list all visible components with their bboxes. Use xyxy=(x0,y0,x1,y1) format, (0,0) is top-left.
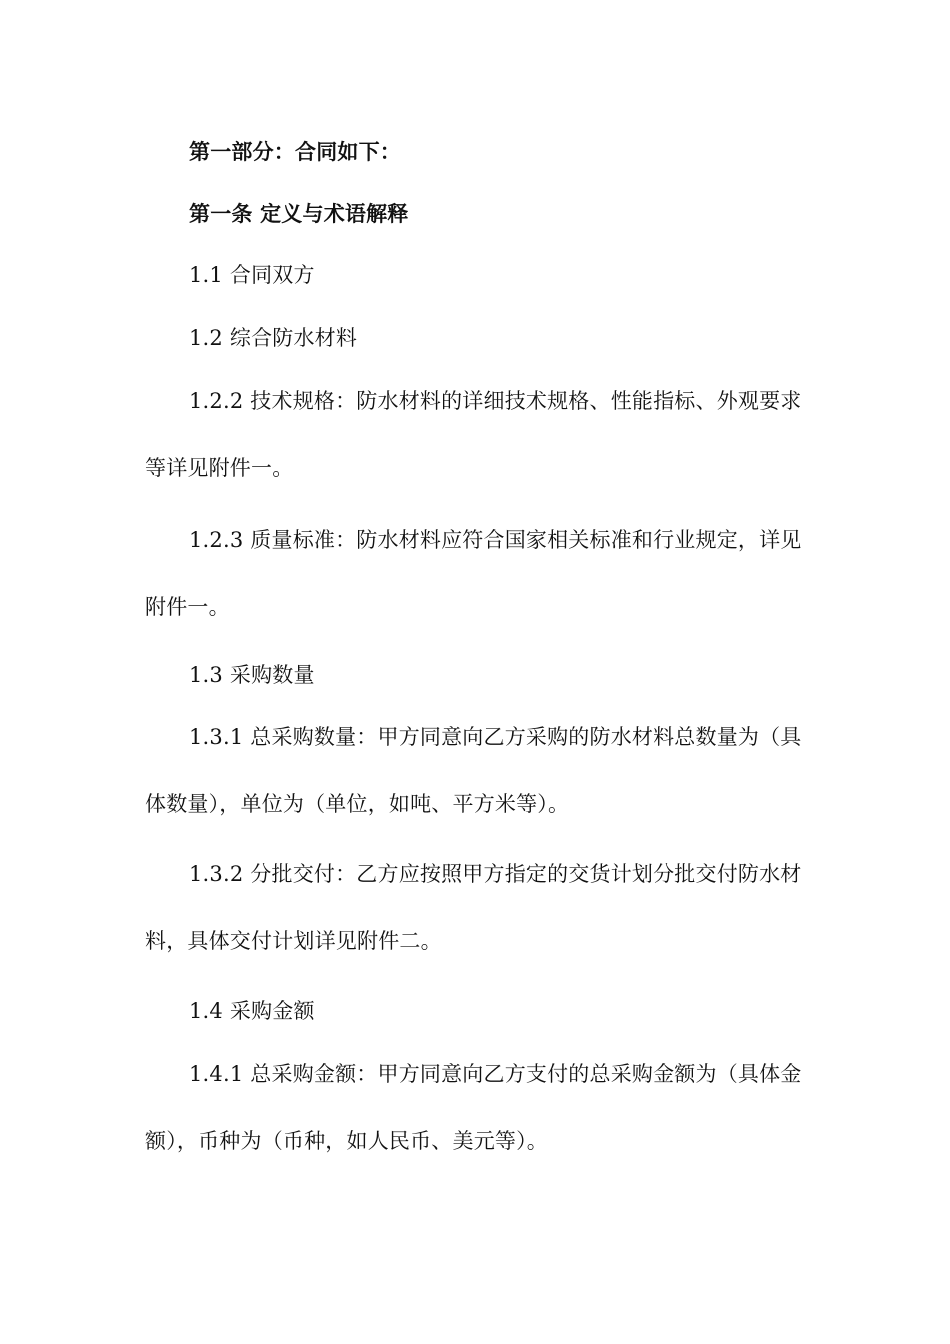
clause-1-2: 1.2 综合防水材料 xyxy=(189,326,358,350)
clause-1-4-1: 1.4.1 总采购金额：甲方同意向乙方支付的总采购金额为（具体金额），币种为（币种，如人民币、美元等）。 xyxy=(145,1062,802,1153)
clause-1-4: 1.4 采购金额 xyxy=(189,999,315,1023)
clause-1-1: 1.1 合同双方 xyxy=(189,263,315,287)
article-heading: 第一条 定义与术语解释 xyxy=(189,202,409,226)
clause-1-3-1: 1.3.1 总采购数量：甲方同意向乙方采购的防水材料总数量为（具体数量），单位为（单位，如吨、平方米等）。 xyxy=(145,725,802,816)
clause-1-2-2: 1.2.2 技术规格：防水材料的详细技术规格、性能指标、外观要求等详见附件一。 xyxy=(145,389,802,480)
clause-1-3-2: 1.3.2 分批交付：乙方应按照甲方指定的交货计划分批交付防水材料，具体交付计划详见附件二。 xyxy=(145,862,802,953)
part-heading: 第一部分：合同如下： xyxy=(189,140,401,164)
clause-1-2-3: 1.2.3 质量标准：防水材料应符合国家相关标准和行业规定，详见附件一。 xyxy=(145,528,802,619)
clause-1-3: 1.3 采购数量 xyxy=(189,663,315,687)
